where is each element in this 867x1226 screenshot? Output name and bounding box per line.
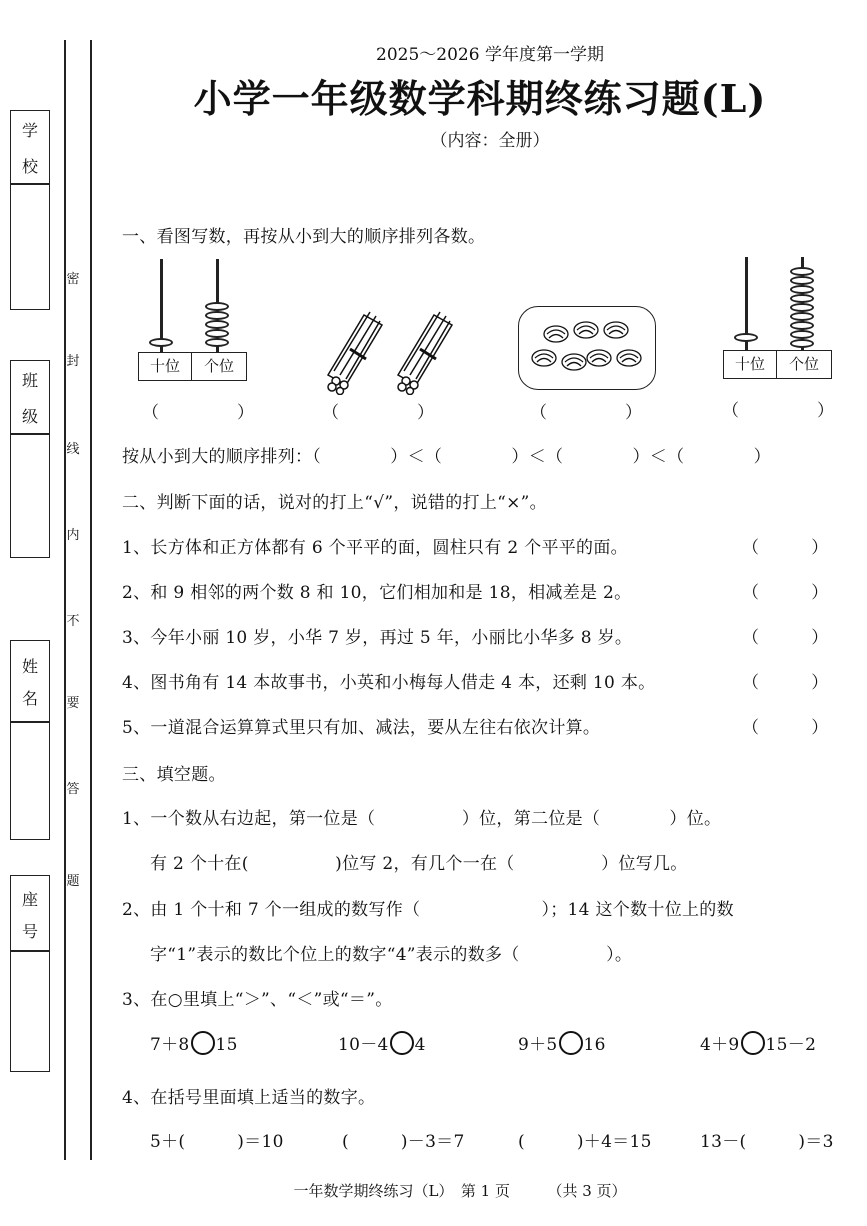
judge-answer-blank[interactable]: （ ） (742, 538, 829, 558)
section3-heading: 三、填空题。 (122, 765, 226, 785)
abacus-bead (790, 294, 814, 303)
abacus-bead (790, 285, 814, 294)
school-label-2: 校 (21, 157, 38, 176)
fill-q1-line2[interactable]: 有 2 个十在( )位写 2，有几个一在（ ）位写几。 (150, 854, 688, 874)
stick-bundle-icon (328, 312, 382, 395)
judge-answer-blank[interactable]: （ ） (742, 628, 829, 648)
abacus-bead (149, 338, 173, 347)
fill-q1-line1[interactable]: 1、一个数从右边起，第一位是（ ）位，第二位是（ ）位。 (122, 809, 722, 829)
section2-heading: 二、判断下面的话，说对的打上“√”，说错的打上“×”。 (122, 493, 547, 513)
judge-answer-blank[interactable]: （ ） (742, 583, 829, 603)
compare-item[interactable]: 4＋9 15－2 (700, 1030, 816, 1055)
shell-icon (562, 354, 586, 370)
judge-answer-blank[interactable]: （ ） (742, 718, 829, 738)
judge-item-text: 2、和 9 相邻的两个数 8 和 10，它们相加和是 18，相减差是 2。 (122, 583, 632, 603)
judge-item-text: 4、图书角有 14 本故事书，小英和小梅每人借走 4 本，还剩 10 本。 (122, 673, 656, 693)
ones-place-label: 个位 (776, 350, 832, 379)
stick-bundles-figure (320, 305, 470, 395)
compare-circle[interactable] (559, 1031, 583, 1055)
seal-char: 线 (66, 442, 80, 457)
abacus-bead (205, 320, 229, 329)
ones-place-label: 个位 (191, 352, 247, 381)
class-label-1: 班 (21, 371, 38, 390)
seat-label-2: 号 (21, 922, 38, 941)
page-footer: 一年数学期终练习（L） 第 1 页 （共 3 页） (293, 1182, 627, 1200)
shell-icon (617, 350, 641, 366)
seal-char: 不 (66, 614, 80, 629)
stick-bundle-icon (398, 312, 452, 395)
judge-item-text: 1、长方体和正方体都有 6 个平平的面，圆柱只有 2 个平平的面。 (122, 538, 628, 558)
term-line: 2025～2026 学年度第一学期 (376, 45, 604, 65)
abacus-bead (205, 302, 229, 311)
margin-line-left (64, 40, 66, 1160)
seat-label-1: 座 (21, 890, 38, 909)
compare-circle[interactable] (741, 1031, 765, 1055)
compare-circle[interactable] (191, 1031, 215, 1055)
abacus-bead (205, 338, 229, 347)
seal-char: 封 (66, 354, 80, 369)
school-field[interactable] (10, 110, 50, 310)
seal-char: 密 (66, 272, 80, 287)
abacus-bead (790, 330, 814, 339)
class-field[interactable] (10, 360, 50, 558)
section1-heading: 一、看图写数，再按从小到大的顺序排列各数。 (122, 227, 486, 247)
shell-icon (587, 350, 611, 366)
abacus-bead (790, 303, 814, 312)
name-label-1: 姓 (21, 657, 38, 676)
seat-field[interactable] (10, 875, 50, 1072)
name-label-2: 名 (21, 689, 38, 708)
abacus-bead (790, 267, 814, 276)
content-scope: （内容：全册） (430, 131, 550, 151)
tens-place-label: 十位 (723, 350, 777, 379)
fill-blank-equation[interactable]: 13－( )＝3 (700, 1132, 834, 1152)
fill-q3-heading: 3、在○里填上“＞”、“＜”或“＝”。 (122, 990, 393, 1010)
page-title: 小学一年级数学科期终练习题(L) (193, 76, 767, 121)
fill-q2-line1[interactable]: 2、由 1 个十和 7 个一组成的数写作（ ）；14 这个数十位上的数 (122, 900, 734, 920)
fill-q4-heading: 4、在括号里面填上适当的数字。 (122, 1088, 376, 1108)
judge-answer-blank[interactable]: （ ） (742, 673, 829, 693)
abacus-bead (734, 333, 758, 342)
shell-icon (532, 350, 556, 366)
abacus-figure-2 (715, 255, 845, 385)
fill-q2-line2[interactable]: 字“1”表示的数比个位上的数字“4”表示的数多（ ）。 (150, 945, 633, 965)
abacus-bead (790, 339, 814, 348)
abacus-bead (790, 276, 814, 285)
abacus-bead (790, 312, 814, 321)
judge-item-text: 3、今年小丽 10 岁，小华 7 岁，再过 5 年，小丽比小华多 8 岁。 (122, 628, 633, 648)
judge-item-text: 5、一道混合运算算式里只有加、减法，要从左往右依次计算。 (122, 718, 601, 738)
seal-char: 内 (66, 528, 80, 543)
order-line[interactable]: 按从小到大的顺序排列：（ ）＜（ ）＜（ ）＜（ ） (122, 447, 771, 467)
compare-circle[interactable] (390, 1031, 414, 1055)
school-label-1: 学 (21, 121, 38, 140)
name-field[interactable] (10, 640, 50, 840)
fill-blank-equation[interactable]: ( )－3＝7 (342, 1132, 465, 1152)
tens-place-label: 十位 (138, 352, 192, 381)
shell-icon (574, 322, 598, 338)
compare-item[interactable]: 7＋8 15 (150, 1030, 238, 1055)
answer-blank-3[interactable]: （ ） (530, 403, 642, 423)
shell-icon (544, 326, 568, 342)
abacus-bead (205, 311, 229, 320)
answer-blank-2[interactable]: （ ） (322, 403, 434, 423)
shell-icon (604, 322, 628, 338)
answer-blank-4[interactable]: （ ） (722, 401, 834, 421)
fill-blank-equation[interactable]: ( )＋4＝15 (518, 1132, 652, 1152)
seal-char: 答 (66, 782, 80, 797)
fill-blank-equation[interactable]: 5＋( )＝10 (150, 1132, 284, 1152)
items-box-figure (518, 306, 656, 390)
compare-item[interactable]: 9＋5 16 (518, 1030, 606, 1055)
margin-line-right (90, 40, 92, 1160)
abacus-bead (790, 321, 814, 330)
abacus-bead (205, 329, 229, 338)
compare-item[interactable]: 10－4 4 (338, 1030, 426, 1055)
abacus-figure-1 (130, 255, 260, 385)
answer-blank-1[interactable]: （ ） (142, 403, 254, 423)
seal-char: 要 (66, 696, 80, 711)
class-label-2: 级 (21, 407, 38, 426)
seal-char: 题 (66, 874, 80, 889)
